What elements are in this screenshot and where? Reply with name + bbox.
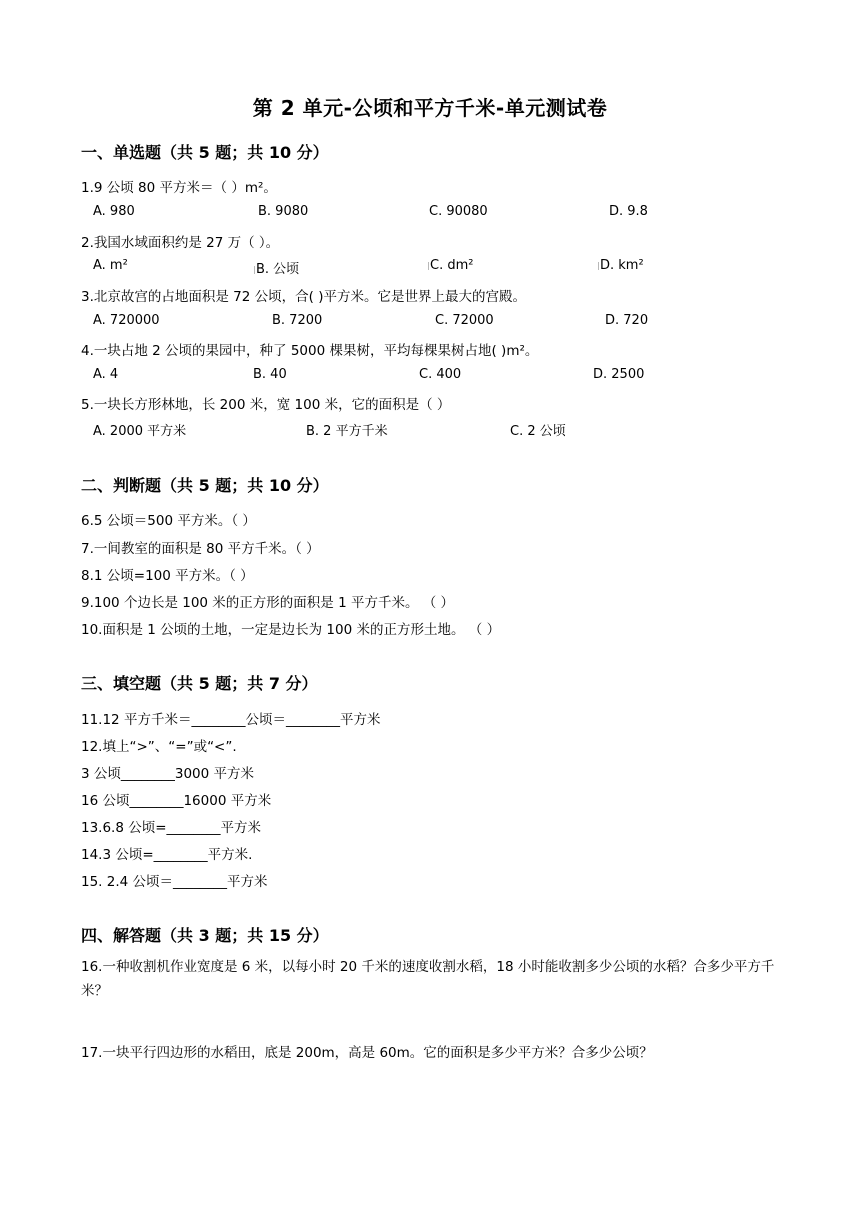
question-8: 8.1 公顷=100 平方米。（ ） xyxy=(81,568,254,584)
question-13: 13.6.8 公顷=________平方米 xyxy=(81,820,262,836)
q1-option-a: A. 980 xyxy=(93,204,135,219)
q4-option-b: B. 40 xyxy=(253,367,287,382)
section-heading-fill-blank: 三、填空题（共 5 题；共 7 分） xyxy=(81,674,318,693)
question-12: 12.填上“>”、“=”或“<”. xyxy=(81,739,237,755)
anchor-mark xyxy=(254,266,255,274)
q3-option-c: C. 72000 xyxy=(435,313,494,328)
question-4: 4.一块占地 2 公顷的果园中，种了 5000 棵果树，平均每棵果树占地( )m²。 xyxy=(81,343,539,359)
q2-option-d: D. km² xyxy=(600,258,644,273)
q5-option-a: A. 2000 平方米 xyxy=(93,424,187,439)
question-10: 10.面积是 1 公顷的土地，一定是边长为 100 米的正方形土地。 （ ） xyxy=(81,622,501,638)
q1-option-d: D. 9.8 xyxy=(609,204,648,219)
question-6: 6.5 公顷＝500 平方米。（ ） xyxy=(81,513,256,529)
page-title: 第 2 单元-公顷和平方千米-单元测试卷 xyxy=(252,96,608,120)
section-heading-problem-solving: 四、解答题（共 3 题；共 15 分） xyxy=(81,926,329,945)
section-heading-single-choice: 一、单选题（共 5 题；共 10 分） xyxy=(81,143,329,162)
question-16: 16.一种收割机作业宽度是 6 米，以每小时 20 千米的速度收割水稻，18 小时能收割多少公顷的水稻？合多少平方千米？ xyxy=(81,959,775,999)
q4-option-c: C. 400 xyxy=(419,367,462,382)
question-5: 5.一块长方形林地，长 200 米，宽 100 米，它的面积是（ ） xyxy=(81,397,451,413)
q1-option-b: B. 9080 xyxy=(258,204,309,219)
anchor-mark xyxy=(428,262,429,270)
anchor-mark xyxy=(598,262,599,270)
question-11: 11.12 平方千米＝________公顷＝________平方米 xyxy=(81,712,381,728)
question-7: 7.一间教室的面积是 80 平方千米。（ ） xyxy=(81,541,320,557)
question-2: 2.我国水域面积约是 27 万（ ）。 xyxy=(81,235,280,251)
question-15: 15. 2.4 公顷＝________平方米 xyxy=(81,874,268,890)
q4-option-d: D. 2500 xyxy=(593,367,645,382)
q5-option-c: C. 2 公顷 xyxy=(510,424,566,439)
q3-option-b: B. 7200 xyxy=(272,313,323,328)
section-heading-true-false: 二、判断题（共 5 题；共 10 分） xyxy=(81,476,329,495)
question-12-item-1: 3 公顷________3000 平方米 xyxy=(81,766,255,782)
question-3: 3.北京故宫的占地面积是 72 公顷，合( )平方米。它是世界上最大的宫殿。 xyxy=(81,289,526,305)
question-17: 17.一块平行四边形的水稻田，底是 200m，高是 60m。它的面积是多少平方米？合多少公顷？ xyxy=(81,1045,653,1061)
question-9: 9.100 个边长是 100 米的正方形的面积是 1 平方千米。 （ ） xyxy=(81,595,455,611)
question-1: 1.9 公顷 80 平方米＝（ ）m²。 xyxy=(81,180,277,196)
q4-option-a: A. 4 xyxy=(93,367,119,382)
q3-option-a: A. 720000 xyxy=(93,313,160,328)
q5-option-b: B. 2 平方千米 xyxy=(306,424,388,439)
q3-option-d: D. 720 xyxy=(605,313,649,328)
question-14: 14.3 公顷=________平方米. xyxy=(81,847,253,863)
question-12-item-2: 16 公顷________16000 平方米 xyxy=(81,793,272,809)
q2-option-a: A. m² xyxy=(93,258,128,273)
q2-option-c: C. dm² xyxy=(430,258,474,273)
q1-option-c: C. 90080 xyxy=(429,204,488,219)
q2-option-b: B. 公顷 xyxy=(256,262,300,277)
